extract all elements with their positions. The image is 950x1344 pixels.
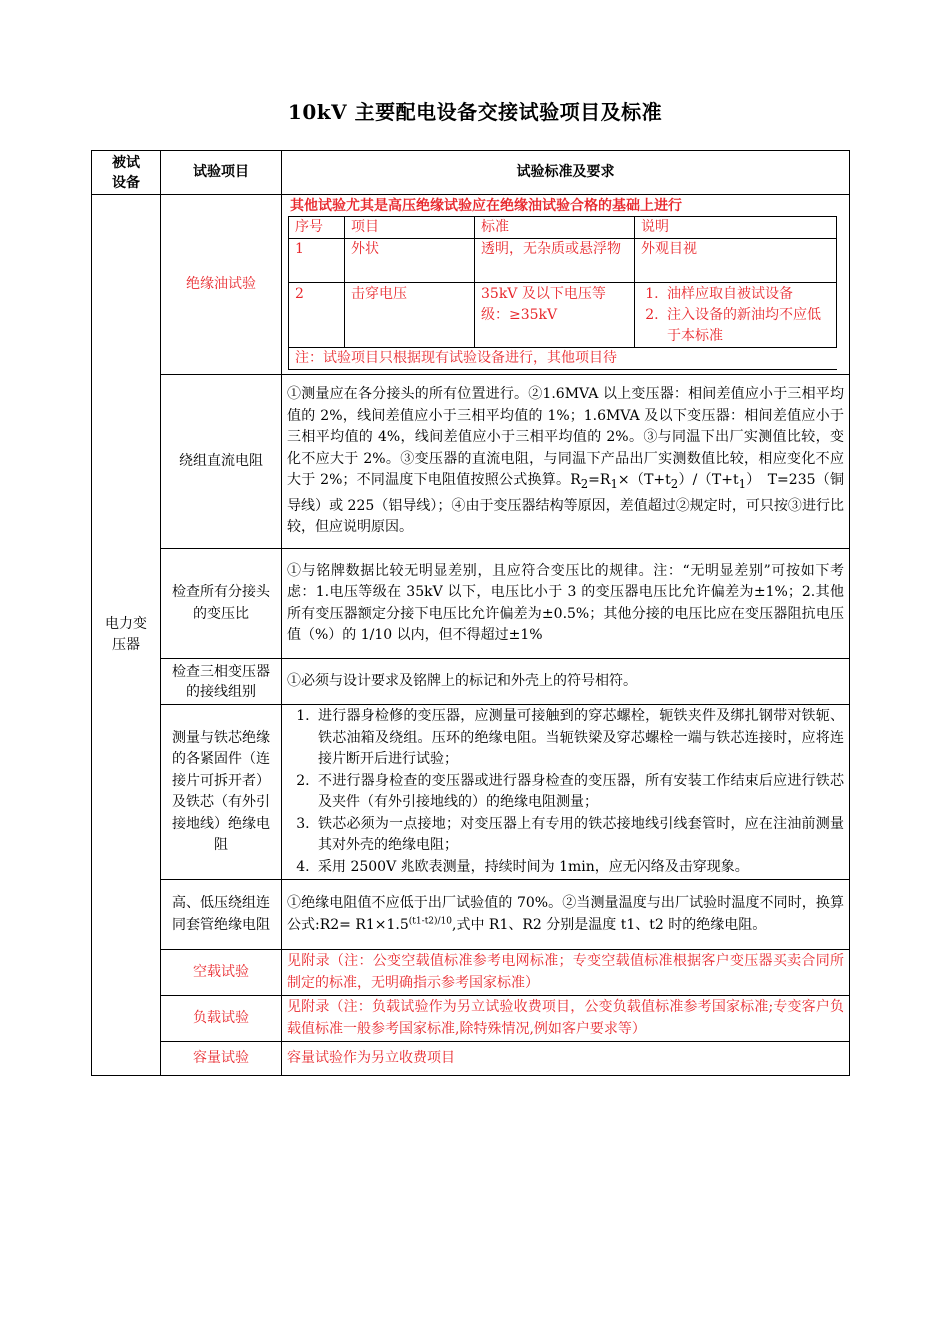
header-item: 试验项目	[161, 151, 282, 195]
standard-no-load: 见附录（注：公变空载值标准参考电网标准；专变空载值标准根据客户变压器买卖合同所制定的标准，无明确指示参考国家标准）	[282, 950, 850, 996]
inner-header-row	[289, 217, 837, 239]
standard-load: 见附录（注：负载试验作为另立试验收费项目，公变负载值标准参考国家标准;专变客户负载值标准一般参考国家标准,除特殊情况,例如客户要求等）	[282, 996, 850, 1042]
core-list-item: 2. 不进行器身检查的变压器或进行器身检查的变压器，所有安装工作结束后应进行铁芯及夹件（有外引接地线的）的绝缘电阻测量；	[314, 771, 844, 814]
item-load: 负载试验	[161, 996, 282, 1042]
inner-col-standard: 标准	[475, 217, 635, 239]
core-list-item: 1. 进行器身检修的变压器，应测量可接触到的穿芯螺栓，轭铁夹件及绑扎钢带对铁轭、铁芯油箱及绕组。压环的绝缘电阻。当轭铁梁及穿芯螺栓一端与铁芯连接时，应将连接片断开后进行试验；	[314, 706, 844, 771]
item-core: 测量与铁芯绝缘的各紧固件（连接片可拆开者）及铁芯（有外引接地线）绝缘电阻	[161, 705, 282, 880]
standard-winding-dc: ①测量应在各分接头的所有位置进行。②1.6MVA 以上变压器：相间差值应小于三相平均值的 2%，线间差值应小于三相平均值的 1%；1.6MVA 及以下变压器：相间差值应小于三相平均值的 4%，线间差值应小于三相平均值的 2%。③与同温下出厂实测值比较，变化不应大于 2%。③变压器的直流电阻，与同温下产品出厂实测数值比较，相应变化不应大于 2%；不同温度下电阻值按照公式换算。$R_2=R_1\times(T+t_2)/(T+t_1)$ T=235（铜导线）或 225（铝导线）；④由于变压器结构等原因，差值超过②规定时，可只按③进行比较，但应说明原因。	[282, 375, 850, 549]
item-winding-dc: 绕组直流电阻	[161, 375, 282, 549]
oil-notice: 其他试验尤其是高压绝缘试验应在绝缘油试验合格的基础上进行	[290, 198, 682, 214]
inner-col-no: 序号	[289, 217, 345, 239]
device-name: 电力变压器	[92, 195, 161, 1076]
inner-no: 1	[289, 239, 345, 283]
inner-note	[635, 283, 837, 348]
inner-note: 外观目视	[635, 239, 837, 283]
inner-item: 外状	[345, 239, 475, 283]
inner-item: 击穿电压	[345, 283, 475, 348]
standard-capacity: 容量试验作为另立收费项目	[282, 1042, 850, 1076]
item-no-load: 空载试验	[161, 950, 282, 996]
row-wiring	[92, 659, 850, 705]
page-title: 10kV 主要配电设备交接试验项目及标准	[287, 100, 663, 124]
inner-note-item: 1. 油样应取自被试设备	[663, 284, 834, 305]
row-oil-test	[92, 195, 850, 375]
oil-inner-table	[288, 216, 837, 370]
header-row	[92, 151, 850, 195]
inner-note-item: 2. 注入设备的新油均不应低于本标准	[663, 305, 834, 347]
inner-row	[289, 283, 837, 348]
item-wiring: 检查三相变压器的接线组别	[161, 659, 282, 705]
inner-standard: 35kV 及以下电压等级：≥35kV	[475, 283, 635, 348]
inner-standard: 透明，无杂质或悬浮物	[475, 239, 635, 283]
inner-col-item: 项目	[345, 217, 475, 239]
core-list-item: 4. 采用 2500V 兆欧表测量，持续时间为 1min，应无闪络及击穿现象。	[314, 857, 844, 879]
header-device: 被试设备	[92, 151, 161, 195]
row-capacity	[92, 1042, 850, 1076]
inner-row	[289, 239, 837, 283]
row-core	[92, 705, 850, 880]
item-oil-test: 绝缘油试验	[161, 195, 282, 375]
item-capacity: 容量试验	[161, 1042, 282, 1076]
item-insulation: 高、低压绕组连同套管绝缘电阻	[161, 880, 282, 950]
row-ratio	[92, 549, 850, 659]
standard-insulation: ①绝缘电阻值不应低于出厂试验值的 70%。②当测量温度与出厂试验时温度不同时，换算公式:R2= $R1\times 1.5^{(t1-t2)/10}$,式中 R1、R2 分别是温度 t1、t2 时的绝缘电阻。	[282, 880, 850, 950]
inner-no: 2	[289, 283, 345, 348]
standard-oil-test	[282, 195, 850, 375]
item-ratio: 检查所有分接头的变压比	[161, 549, 282, 659]
row-winding-dc	[92, 375, 850, 549]
inner-footnote-row	[289, 348, 837, 370]
row-insulation	[92, 880, 850, 950]
inner-col-note: 说明	[635, 217, 837, 239]
row-load	[92, 996, 850, 1042]
standard-wiring: ①必须与设计要求及铭牌上的标记和外壳上的符号相符。	[282, 659, 850, 705]
header-standard: 试验标准及要求	[282, 151, 850, 195]
inner-footnote: 注：试验项目只根据现有试验设备进行，其他项目待	[289, 348, 837, 370]
standard-core	[282, 705, 850, 880]
row-no-load	[92, 950, 850, 996]
test-standards-table	[91, 150, 850, 1076]
standard-ratio: ①与铭牌数据比较无明显差别，且应符合变压比的规律。注：“无明显差别”可按如下考虑：1.电压等级在 35kV 以下，电压比小于 3 的变压器电压比允许偏差为±1%；2.其他所有变压器额定分接下电压比允许偏差为±0.5%；其他分接的电压比应在变压器阻抗电压值（%）的 1/10 以内，但不得超过±1%	[282, 549, 850, 659]
core-list-item: 3. 铁芯必须为一点接地；对变压器上有专用的铁芯接地线引线套管时，应在注油前测量其对外壳的绝缘电阻；	[314, 814, 844, 857]
